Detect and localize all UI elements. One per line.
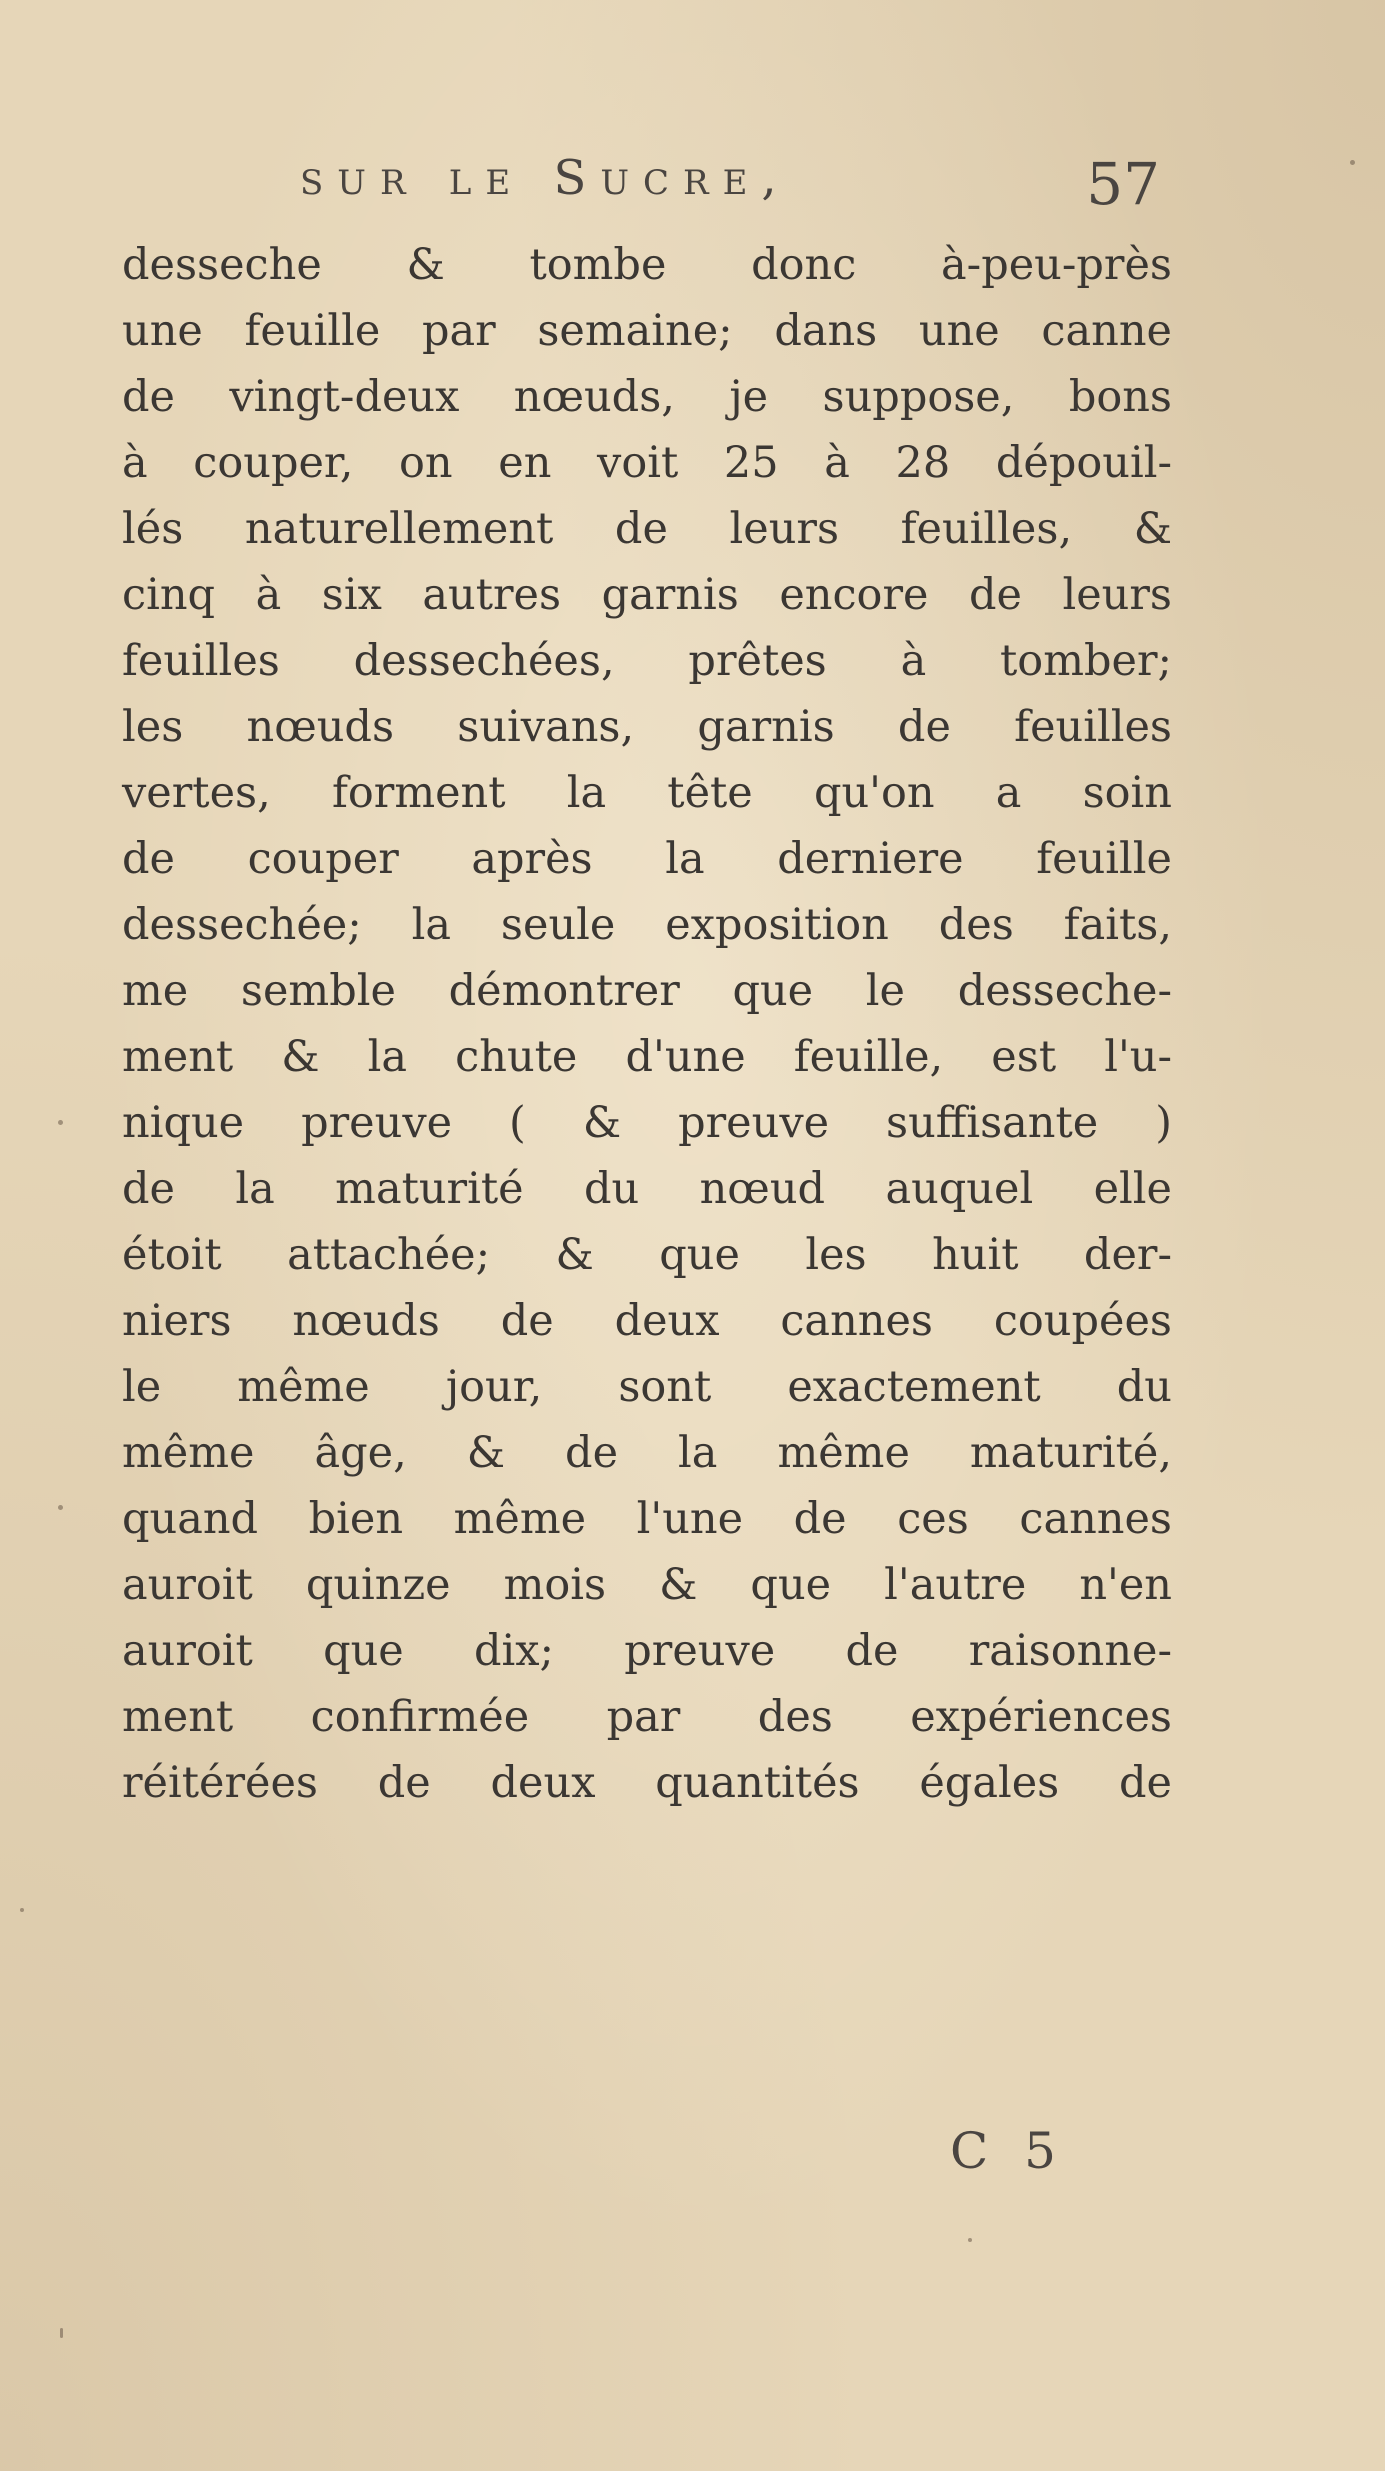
paper-speck — [60, 2328, 63, 2338]
text-line: auroit quinze mois & que l'autre n'en — [122, 1560, 1172, 1610]
running-head — [300, 150, 1160, 220]
text-line: même âge, & de la même maturité, — [122, 1428, 1172, 1478]
paper-speck — [58, 1120, 63, 1125]
text-line: une feuille par semaine; dans une canne — [122, 306, 1172, 356]
text-line: de couper après la derniere feuille — [122, 834, 1172, 884]
text-line: de vingt-deux nœuds, je suppose, bons — [122, 372, 1172, 422]
paper-speck — [1350, 160, 1355, 165]
text-line: lés naturellement de leurs feuilles, & — [122, 504, 1172, 554]
text-line: le même jour, sont exactement du — [122, 1362, 1172, 1412]
text-line: réitérées de deux quantités égales de — [122, 1758, 1172, 1808]
text-line: auroit que dix; preuve de raisonne- — [122, 1626, 1172, 1676]
text-line: vertes, forment la tête qu'on a soin — [122, 768, 1172, 818]
text-line: desseche & tombe donc à-peu-près — [122, 240, 1172, 290]
page-number: 57 — [1086, 150, 1160, 218]
text-line: de la maturité du nœud auquel elle — [122, 1164, 1172, 1214]
text-line: les nœuds suivans, garnis de feuilles — [122, 702, 1172, 752]
signature-mark: C 5 — [950, 2122, 1066, 2180]
text-line: ment confirmée par des expériences — [122, 1692, 1172, 1742]
text-line: nique preuve ( & preuve suffisante ) — [122, 1098, 1172, 1148]
text-line: feuilles dessechées, prêtes à tomber; — [122, 636, 1172, 686]
running-title: sur le Sucre, — [300, 150, 791, 206]
paper-speck — [20, 1908, 24, 1912]
paper-speck — [58, 1505, 63, 1510]
text-line: cinq à six autres garnis encore de leurs — [122, 570, 1172, 620]
text-line: ment & la chute d'une feuille, est l'u- — [122, 1032, 1172, 1082]
text-line: me semble démontrer que le desseche- — [122, 966, 1172, 1016]
text-line: quand bien même l'une de ces cannes — [122, 1494, 1172, 1544]
text-line: à couper, on en voit 25 à 28 dépouil- — [122, 438, 1172, 488]
text-line: étoit attachée; & que les huit der- — [122, 1230, 1172, 1280]
body-text — [122, 232, 1172, 1816]
text-line: niers nœuds de deux cannes coupées — [122, 1296, 1172, 1346]
text-line: dessechée; la seule exposition des faits, — [122, 900, 1172, 950]
paper-speck — [968, 2238, 972, 2242]
